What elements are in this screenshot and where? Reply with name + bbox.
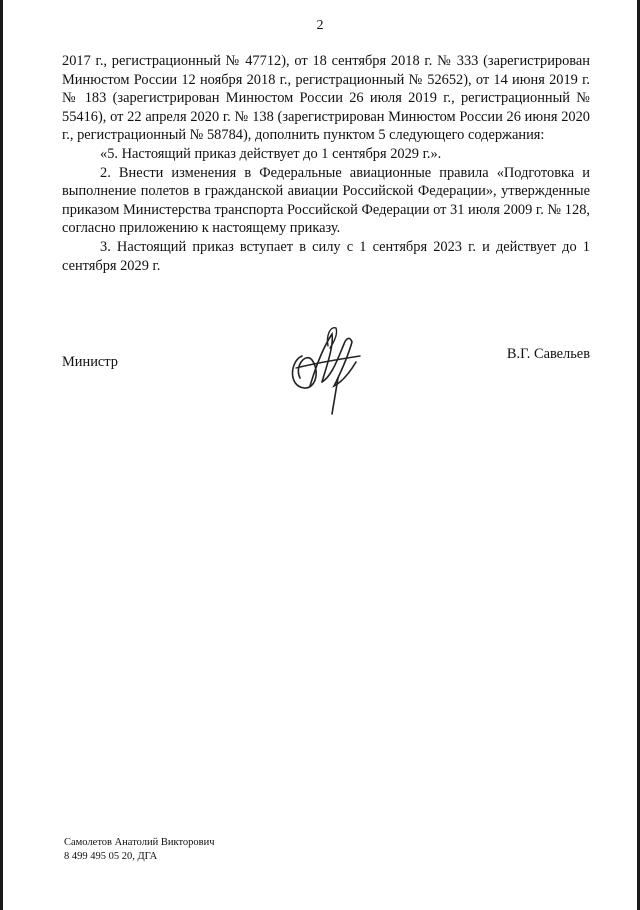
paragraph-item-3: 3. Настоящий приказ вступает в силу с 1 сентября 2023 г. и действует до 1 сентября 2029 г. (62, 238, 590, 274)
signatory-title: Министр (62, 354, 118, 370)
scan-edge-left (0, 0, 3, 910)
executor-name: Самолетов Анатолий Викторович (64, 837, 215, 848)
executor-phone: 8 499 495 05 20, ДГА (64, 851, 158, 862)
page-number: 2 (316, 18, 324, 33)
executor-footer (64, 836, 215, 864)
paragraph-quoted-clause: «5. Настоящий приказ действует до 1 сентября 2029 г.». (100, 145, 442, 162)
paragraph-item-2: 2. Внести изменения в Федеральные авиационные правила «Подготовка и выполнение полетов в гражданской авиации Российской Федерации», утвержденные приказом Министерства транспорта Российской Федерации от 31 июля 2009 г. № 128, согласно приложению к настоящему приказу. (62, 164, 590, 237)
handwritten-signature (282, 316, 372, 416)
document-body (62, 52, 590, 275)
signature-block (62, 346, 590, 416)
paragraph-continuation: 2017 г., регистрационный № 47712), от 18 сентября 2018 г. № 333 (зарегистрирован Минюстом России 12 ноября 2018 г., регистрационный № 52652), от 14 июня 2019 г. № 183 (зарегистрирован Минюстом России 26 июля 2019 г., регистрационный № 55416), от 22 апреля 2020 г. № 138 (зарегистрирован Минюстом России 26 июня 2020 г., регистрационный № 58784), дополнить пунктом 5 следующего содержания: (62, 53, 590, 144)
signatory-name: В.Г. Савельев (506, 346, 590, 362)
